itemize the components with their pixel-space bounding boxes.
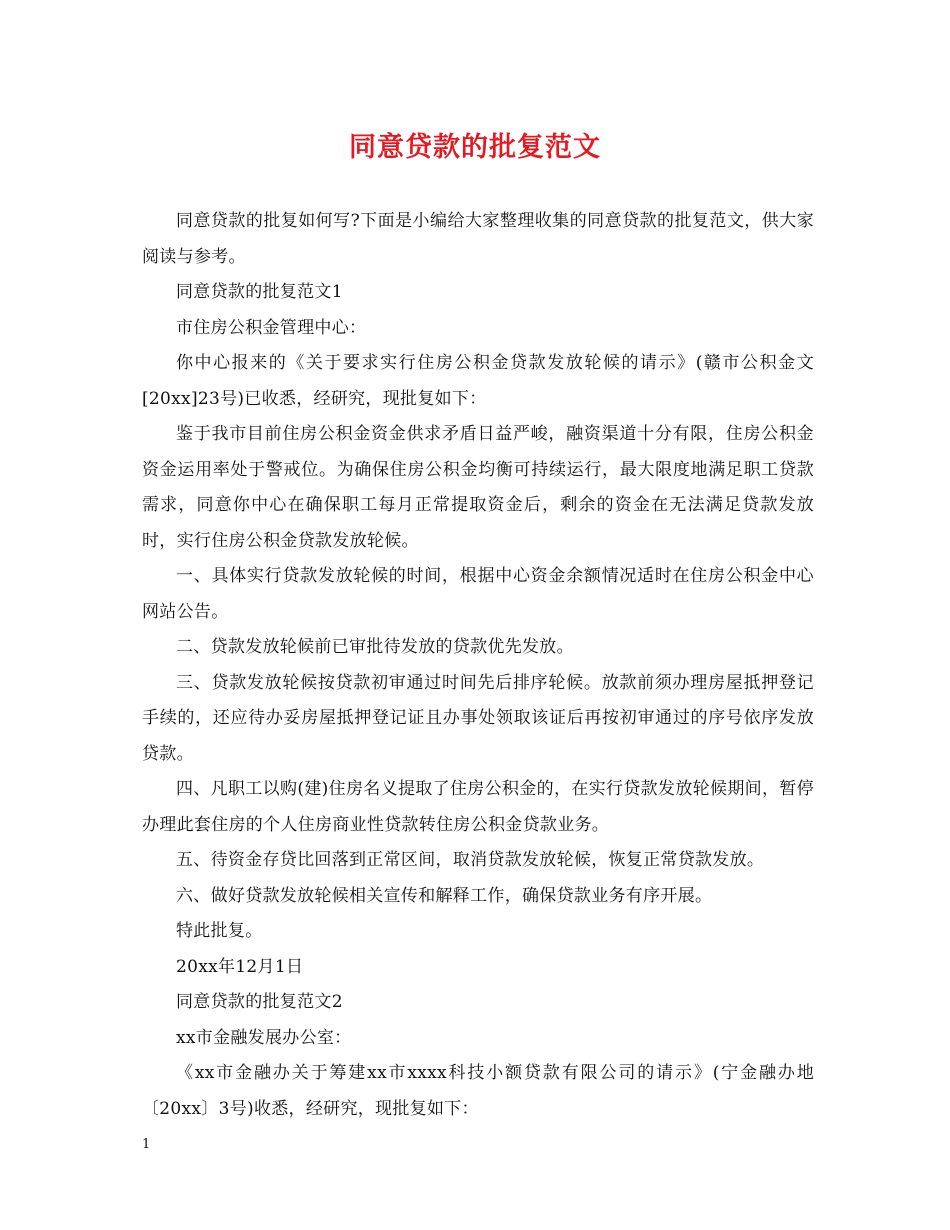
paragraph-sample-1-heading: 同意贷款的批复范文1: [176, 282, 343, 302]
paragraph-item-3: 三、贷款发放轮候按贷款初审通过时间先后排序轮候。放款前须办理房屋抵押登记手续的，还应待办妥房屋抵押登记证且办事处领取该证后再按初审通过的序号依序发放贷款。: [142, 672, 814, 764]
document-title: 同意贷款的批复范文: [349, 132, 601, 163]
page-number: 1: [142, 1137, 151, 1152]
paragraph-receipt-2: 《xx市金融办关于筹建xx市xxxx科技小额贷款有限公司的请示》(宁金融办地〔20xx〕3号)收悉，经研究，现批复如下：: [142, 1063, 814, 1119]
paragraph-intro: 同意贷款的批复如何写?下面是小编给大家整理收集的同意贷款的批复范文，供大家阅读与参考。: [142, 211, 814, 267]
document-body: [142, 204, 814, 1127]
paragraph-sample-2-heading: 同意贷款的批复范文2: [176, 992, 343, 1012]
paragraph-addressee-1: 市住房公积金管理中心：: [176, 317, 367, 338]
paragraph-addressee-2: xx市金融发展办公室：: [176, 1027, 352, 1048]
paragraph-item-4: 四、凡职工以购(建)住房名义提取了住房公积金的，在实行贷款发放轮候期间，暂停办理此套住房的个人住房商业性贷款转住房公积金贷款业务。: [142, 779, 814, 835]
paragraph-receipt-1: 你中心报来的《关于要求实行住房公积金贷款发放轮候的请示》(赣市公积金文[20xx]23号)已收悉，经研究，现批复如下：: [142, 353, 814, 409]
paragraph-background: 鉴于我市目前住房公积金资金供求矛盾日益严峻，融资渠道十分有限，住房公积金资金运用率处于警戒位。为确保住房公积金均衡可持续运行，最大限度地满足职工贷款需求，同意你中心在确保职工每月正常提取资金后，剩余的资金在无法满足贷款发放时，实行住房公积金贷款发放轮候。: [142, 424, 814, 551]
paragraph-item-1: 一、具体实行贷款发放轮候的时间，根据中心资金余额情况适时在住房公积金中心网站公告。: [142, 566, 814, 622]
paragraph-item-5: 五、待资金存贷比回落到正常区间，取消贷款发放轮候，恢复正常贷款发放。: [176, 850, 765, 870]
paragraph-item-2: 二、贷款发放轮候前已审批待发放的贷款优先发放。: [176, 637, 574, 657]
paragraph-closing: 特此批复。: [176, 921, 263, 941]
paragraph-date: 20xx年12月1日: [176, 956, 304, 977]
paragraph-item-6: 六、做好贷款发放轮候相关宣传和解释工作，确保贷款业务有序开展。: [176, 885, 713, 906]
